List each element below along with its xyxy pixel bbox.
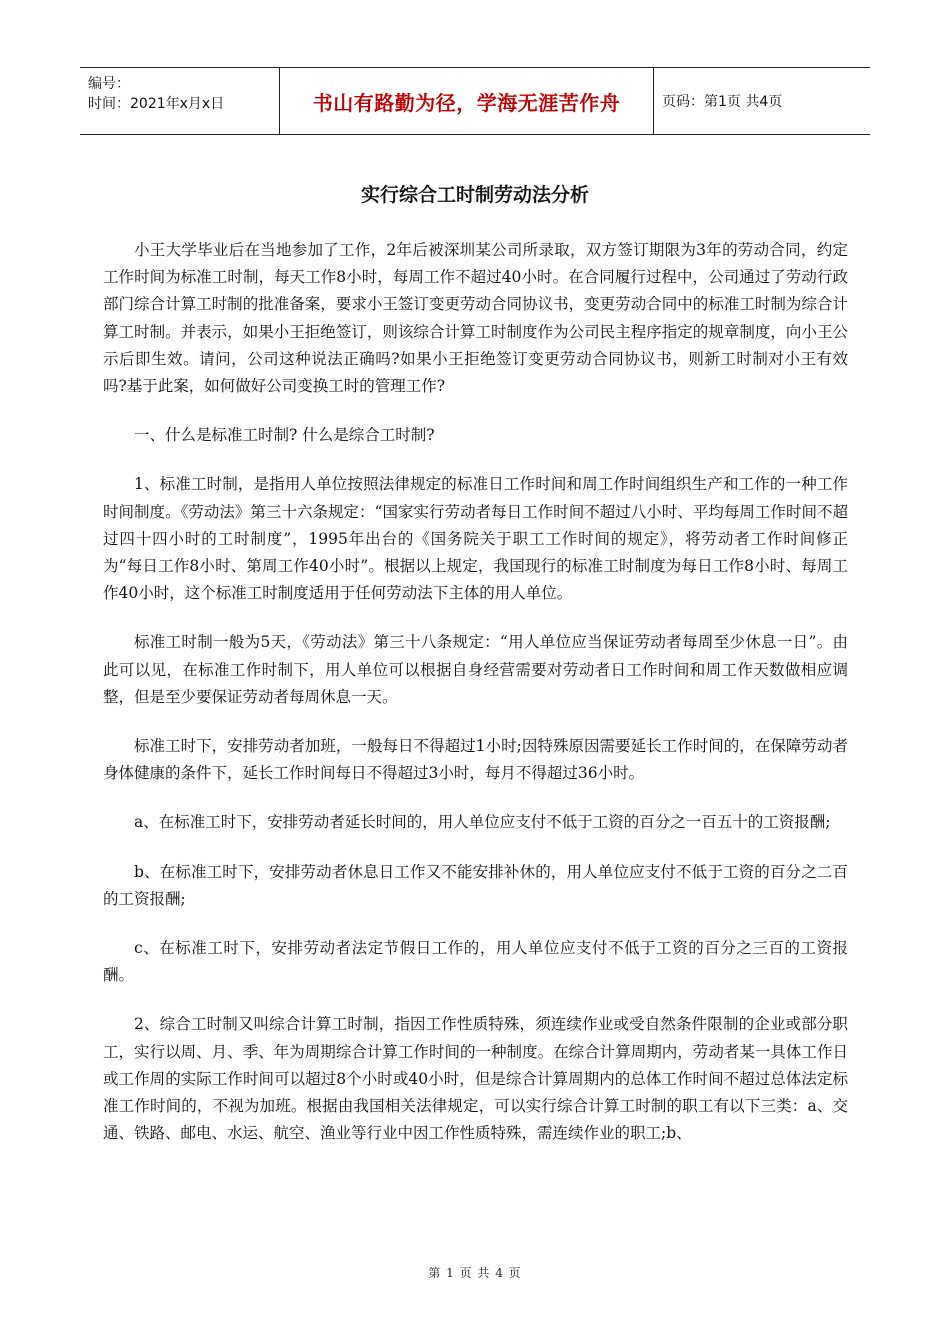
- document-time-label: 时间：2021年x月x日: [88, 96, 225, 112]
- header-motto: 书山有路勤为径，学海无涯苦作舟: [280, 68, 654, 134]
- header-page-info: 页码：第1页 共4页: [662, 94, 783, 110]
- section-heading: 一、什么是标准工时制? 什么是综合工时制?: [134, 426, 435, 445]
- document-number-label: 编号：: [88, 76, 130, 92]
- list-item: c、在标准工时下，安排劳动者法定节假日工作的，用人单位应支付不低于工资的百分之三百的工资报酬。: [103, 939, 848, 985]
- document-header: [80, 67, 870, 135]
- document-title: 实行综合工时制劳动法分析: [360, 184, 589, 206]
- paragraph: 小王大学毕业后在当地参加了工作，2年后被深圳某公司所录取，双方签订期限为3年的劳动合同，约定工作时间为标准工时制，每天工作8小时，每周工作不超过40小时。在合同履行过程中，公司通过了劳动行政部门综合计算工时制的批准备案，要求小王签订变更劳动合同协议书，变更劳动合同中的标准工时制为综合计算工时制。并表示，如果小王拒绝签订，则该综合计算工时制度作为公司民主程序指定的规章制度，向小王公示后即生效。请问，公司这种说法正确吗?如果小王拒绝签订变更劳动合同协议书，则新工时制对小王有效吗?基于此案，如何做好公司变换工时的管理工作?: [103, 241, 848, 396]
- list-item: a、在标准工时下，安排劳动者延长时间的，用人单位应支付不低于工资的百分之一百五十的工资报酬;: [134, 813, 831, 832]
- paragraph: 2、综合工时制又叫综合计算工时制，指因工作性质特殊，须连续作业或受自然条件限制的企业或部分职工，实行以周、月、季、年为周期综合计算工作时间的一种制度。在综合计算周期内，劳动者某一具体工作日或工作周的实际工作时间可以超过8个小时或40小时，但是综合计算周期内的总体工作时间不超过总体法定标准工作时间的，不视为加班。根据由我国相关法律规定，可以实行综合计算工时制的职工有以下三类：a、交通、铁路、邮电、水运、航空、渔业等行业中因工作性质特殊，需连续作业的职工;b、: [103, 1015, 848, 1143]
- page-footer: 第 1 页 共 4 页: [428, 1266, 522, 1280]
- document-body: [103, 237, 848, 1169]
- paragraph: 1、标准工时制，是指用人单位按照法律规定的标准日工作时间和周工作时间组织生产和工作的一种工作时间制度。《劳动法》第三十六条规定：“国家实行劳动者每日工作时间不超过八小时、平均每周工作时间不超过四十四小时的工时制度”，1995年出台的《国务院关于职工工作时间的规定》，将劳动者工作时间修正为“每日工作8小时、第周工作40小时”。根据以上规定，我国现行的标准工时制度为每日工作8小时、每周工作40小时，这个标准工时制度适用于任何劳动法下主体的用人单位。: [103, 475, 848, 603]
- header-meta: [80, 68, 280, 134]
- paragraph: 标准工时下，安排劳动者加班，一般每日不得超过1小时;因特殊原因需要延长工作时间的，在保障劳动者身体健康的条件下，延长工作时间每日不得超过3小时，每月不得超过36小时。: [103, 737, 848, 783]
- list-item: b、在标准工时下，安排劳动者休息日工作又不能安排补休的，用人单位应支付不低于工资的百分之二百的工资报酬;: [103, 862, 848, 908]
- paragraph: 标准工时制一般为5天，《劳动法》第三十八条规定：“用人单位应当保证劳动者每周至少休息一日”。由此可以见，在标准工作时制下，用人单位可以根据自身经营需要对劳动者日工作时间和周工作天数做相应调整，但是至少要保证劳动者每周休息一天。: [103, 633, 848, 706]
